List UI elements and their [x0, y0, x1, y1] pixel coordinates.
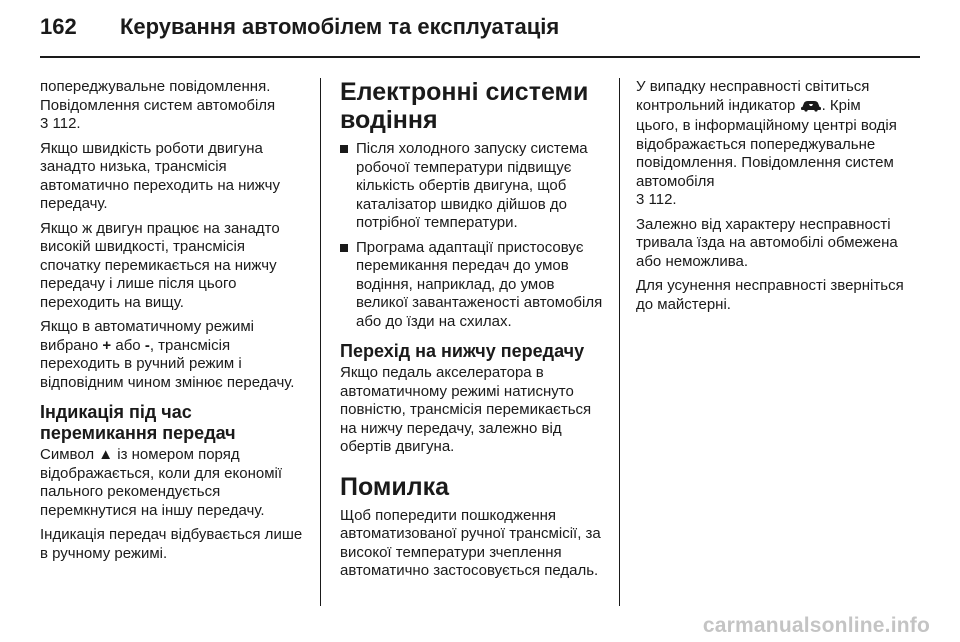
paragraph: Символ ▲ із номером поряд відображається, коли для економії пального рекомендується перемкнутися на іншу передачу.	[40, 446, 283, 519]
car-wrench-icon	[800, 98, 822, 118]
page-header	[40, 14, 559, 52]
paragraph: Якщо ж двигун працює на занадто високій швидкості, трансмісія спочатку перемикається на нижчу передачу і лише після цього переходить на вищу.	[40, 219, 280, 311]
paragraph: Якщо педаль акселератора в автоматичному режимі натиснуто повністю, трансмісія перемикається на нижчу передачу, залежно від обертів двигуна.	[340, 364, 592, 455]
column-divider	[320, 78, 321, 606]
square-bullet-icon	[340, 244, 348, 252]
paragraph-text: , трансмісія переходить в ручний режим і відповідним чином змінює передачу.	[40, 336, 295, 391]
list-item-text: Програма адаптації пристосовує перемикання передач до умов водіння, наприклад, до умов великої завантаженості автомобіля або до їзди на схилах.	[356, 238, 603, 330]
list-item	[340, 239, 608, 332]
minus-symbol: -	[144, 336, 150, 354]
section-heading-error: Помилка	[340, 472, 450, 501]
column-1	[40, 78, 308, 569]
paragraph: Щоб попередити пошкодження автоматизованої ручної трансмісії, за високої температури зчеплення автоматично застосовується педаль.	[340, 506, 601, 579]
watermark: carmanualsonline.info	[702, 614, 930, 637]
page-reference: 3 112.	[636, 191, 677, 208]
paragraph	[636, 78, 906, 210]
paragraph-text: У випадку несправності світиться контрольний індикатор	[636, 78, 870, 114]
bullet-list	[340, 140, 608, 331]
column-3	[636, 78, 906, 320]
paragraph: Якщо швидкість роботи двигуна занадто низька, трансмісія автоматично переходить на нижчу передачу.	[40, 139, 280, 212]
list-item	[340, 140, 608, 233]
section-heading-indication: Індикація під час перемикання передач	[40, 402, 236, 443]
paragraph-text: . Крім цього, в інформаційному центрі водія відображається попереджувальне повідомлення. Повідомлення систем автомобіля	[636, 96, 897, 190]
square-bullet-icon	[340, 145, 348, 153]
paragraph: Залежно від характеру несправності тривала їзда на автомобілі обмежена або неможлива.	[636, 215, 898, 270]
section-heading-kickdown: Перехід на нижчу передачу	[340, 341, 585, 361]
page-title: Керування автомобілем та експлуатація	[120, 14, 560, 39]
header-rule	[40, 56, 920, 58]
column-2	[340, 78, 608, 587]
paragraph: Індикація передач відбувається лише в ручному режимі.	[40, 526, 303, 562]
page-number: 162	[40, 14, 77, 39]
paragraph-text: або	[111, 336, 145, 354]
page-reference: 3 112.	[40, 115, 81, 132]
section-heading-electronic: Електронні системи водіння	[340, 78, 589, 134]
column-divider	[619, 78, 620, 606]
plus-symbol: +	[102, 336, 112, 354]
paragraph	[40, 78, 308, 134]
paragraph	[40, 318, 308, 392]
paragraph-text: Якщо в автоматичному режимі вибрано	[40, 318, 254, 354]
paragraph: Для усунення несправності зверніться до майстерні.	[636, 277, 904, 313]
list-item-text: Після холодного запуску система робочої температури підвищує кількість обертів двигуна, щоб каталізатор швидко дійшов до потрібної температури.	[356, 140, 588, 231]
paragraph-text: попереджувальне повідомлення. Повідомлення систем автомобіля	[40, 78, 276, 114]
